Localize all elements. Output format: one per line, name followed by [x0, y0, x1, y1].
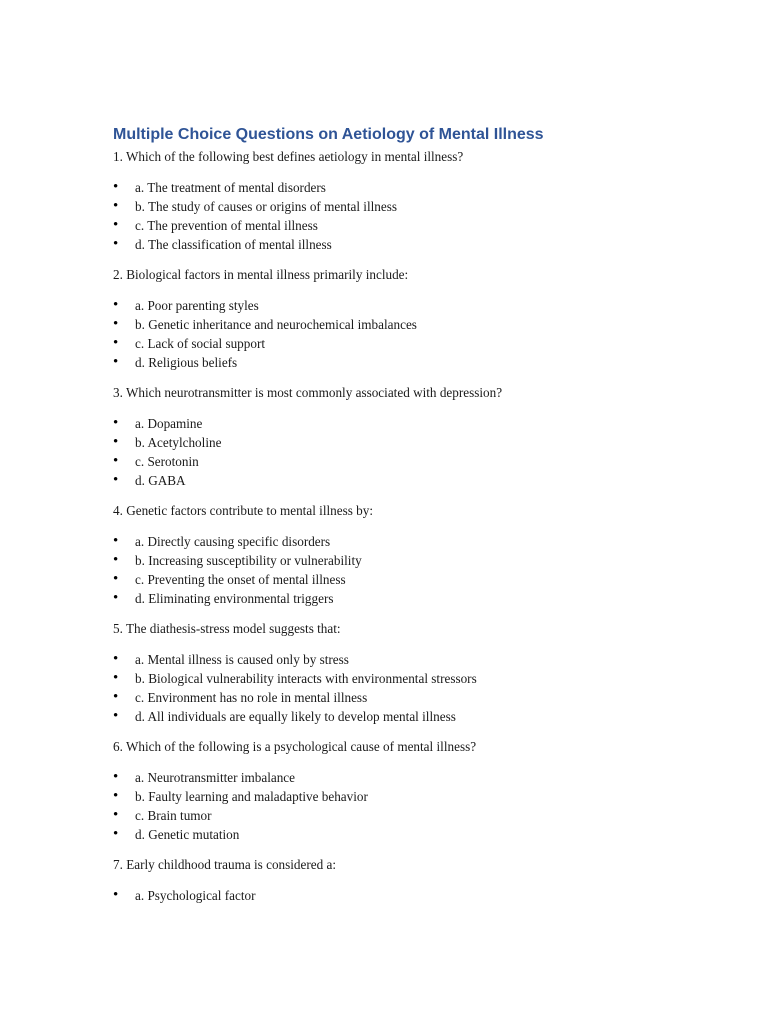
option-label: c. Environment has no role in mental illness — [135, 690, 368, 705]
option-label: a. Poor parenting styles — [135, 298, 259, 313]
option-label: d. All individuals are equally likely to develop mental illness — [135, 709, 456, 724]
bullet-icon: • — [113, 472, 119, 488]
question-text: 1. Which of the following best defines aetiology in mental illness? — [113, 149, 464, 164]
option-label: c. The prevention of mental illness — [135, 218, 318, 233]
option-label: b. Faulty learning and maladaptive behavior — [135, 789, 368, 804]
bullet-icon: • — [113, 887, 119, 903]
option-item — [113, 688, 713, 707]
bullet-icon: • — [113, 708, 119, 724]
bullet-icon: • — [113, 316, 119, 332]
option-item — [113, 787, 713, 806]
option-item — [113, 669, 713, 688]
bullet-icon: • — [113, 434, 119, 450]
option-label: b. Genetic inheritance and neurochemical imbalances — [135, 317, 417, 332]
option-item — [113, 825, 713, 844]
option-item — [113, 452, 713, 471]
question-block — [113, 854, 713, 905]
bullet-icon: • — [113, 217, 119, 233]
option-item — [113, 551, 713, 570]
option-item — [113, 197, 713, 216]
option-label: d. The classification of mental illness — [135, 237, 332, 252]
option-list — [113, 296, 713, 372]
question-block — [113, 618, 713, 726]
option-label: b. Acetylcholine — [135, 435, 222, 450]
option-item — [113, 178, 713, 197]
option-label: b. Biological vulnerability interacts with environmental stressors — [135, 671, 477, 686]
option-item — [113, 433, 713, 452]
option-label: a. Neurotransmitter imbalance — [135, 770, 296, 785]
question-block — [113, 500, 713, 608]
option-label: d. Religious beliefs — [135, 355, 238, 370]
option-item — [113, 589, 713, 608]
option-item — [113, 296, 713, 315]
option-label: c. Preventing the onset of mental illness — [135, 572, 346, 587]
bullet-icon: • — [113, 297, 119, 313]
document-title: Multiple Choice Questions on Aetiology of Mental Illness — [113, 126, 544, 143]
option-item — [113, 886, 713, 905]
bullet-icon: • — [113, 236, 119, 252]
option-item — [113, 707, 713, 726]
bullet-icon: • — [113, 826, 119, 842]
question-text: 7. Early childhood trauma is considered a: — [113, 857, 337, 872]
bullet-icon: • — [113, 552, 119, 568]
option-item — [113, 353, 713, 372]
option-label: b. Increasing susceptibility or vulnerability — [135, 553, 362, 568]
option-list — [113, 768, 713, 844]
option-label: b. The study of causes or origins of mental illness — [135, 199, 397, 214]
question-block — [113, 146, 713, 254]
bullet-icon: • — [113, 179, 119, 195]
bullet-icon: • — [113, 453, 119, 469]
option-label: c. Lack of social support — [135, 336, 266, 351]
option-label: c. Serotonin — [135, 454, 199, 469]
bullet-icon: • — [113, 533, 119, 549]
bullet-icon: • — [113, 590, 119, 606]
question-text: 5. The diathesis-stress model suggests that: — [113, 621, 341, 636]
option-label: a. Directly causing specific disorders — [135, 534, 331, 549]
option-item — [113, 650, 713, 669]
option-item — [113, 471, 713, 490]
bullet-icon: • — [113, 354, 119, 370]
bullet-icon: • — [113, 571, 119, 587]
option-label: c. Brain tumor — [135, 808, 212, 823]
question-text: 6. Which of the following is a psychological cause of mental illness? — [113, 739, 477, 754]
option-item — [113, 806, 713, 825]
option-label: a. Dopamine — [135, 416, 203, 431]
option-item — [113, 334, 713, 353]
option-item — [113, 216, 713, 235]
option-list — [113, 886, 713, 905]
option-label: d. Eliminating environmental triggers — [135, 591, 334, 606]
bullet-icon: • — [113, 769, 119, 785]
question-text: 2. Biological factors in mental illness primarily include: — [113, 267, 409, 282]
option-item — [113, 532, 713, 551]
option-list — [113, 414, 713, 490]
option-item — [113, 570, 713, 589]
option-list — [113, 532, 713, 608]
option-list — [113, 650, 713, 726]
question-text: 3. Which neurotransmitter is most commonly associated with depression? — [113, 385, 503, 400]
option-item — [113, 315, 713, 334]
bullet-icon: • — [113, 651, 119, 667]
bullet-icon: • — [113, 335, 119, 351]
document-body — [113, 124, 713, 915]
question-block — [113, 736, 713, 844]
bullet-icon: • — [113, 198, 119, 214]
question-block — [113, 382, 713, 490]
option-label: d. GABA — [135, 473, 186, 488]
option-label: a. Psychological factor — [135, 888, 256, 903]
bullet-icon: • — [113, 807, 119, 823]
bullet-icon: • — [113, 415, 119, 431]
option-label: a. Mental illness is caused only by stress — [135, 652, 349, 667]
bullet-icon: • — [113, 788, 119, 804]
option-list — [113, 178, 713, 254]
option-label: d. Genetic mutation — [135, 827, 240, 842]
bullet-icon: • — [113, 670, 119, 686]
option-label: a. The treatment of mental disorders — [135, 180, 326, 195]
question-text: 4. Genetic factors contribute to mental illness by: — [113, 503, 374, 518]
bullet-icon: • — [113, 689, 119, 705]
option-item — [113, 235, 713, 254]
option-item — [113, 414, 713, 433]
option-item — [113, 768, 713, 787]
question-block — [113, 264, 713, 372]
